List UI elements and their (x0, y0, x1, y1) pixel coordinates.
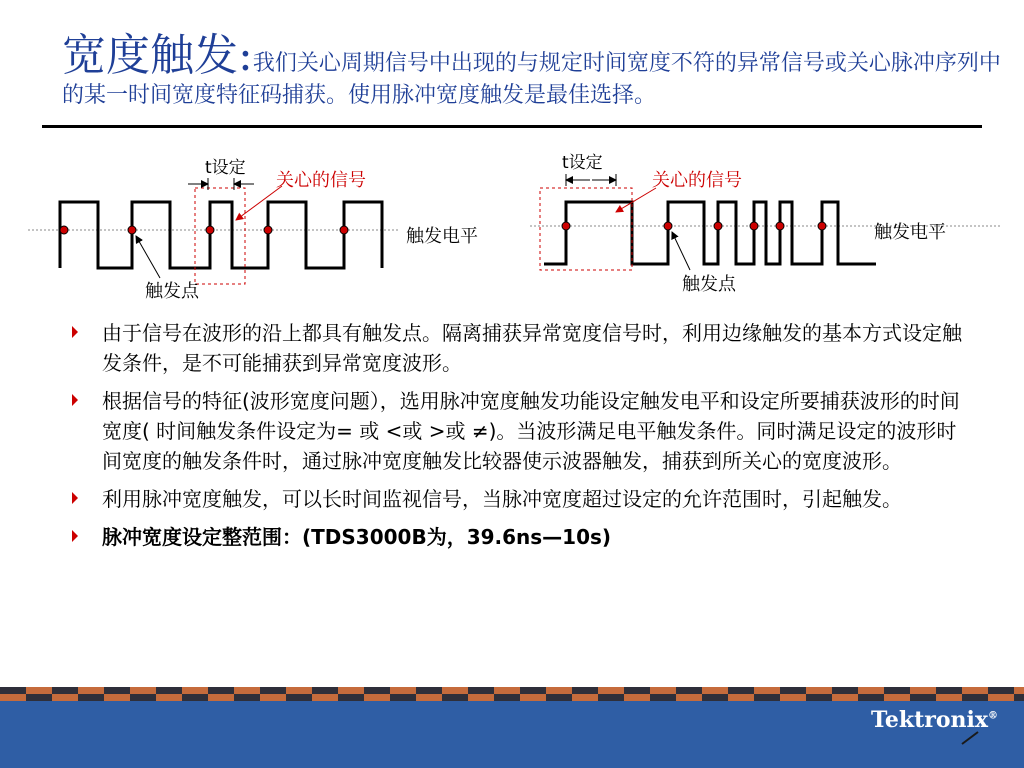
logo-slash-icon (960, 730, 986, 746)
logo-registered-mark: ® (988, 710, 998, 722)
bullet-item (72, 318, 972, 378)
title-main: 宽度触发: (62, 30, 253, 81)
left-trigger-pointer (136, 236, 160, 278)
bullet-text: 利用脉冲宽度触发，可以长时间监视信号，当脉冲宽度超过设定的允许范围时，引起触发。 (102, 487, 902, 511)
right-waveform-group (530, 153, 1000, 295)
bullet-item (72, 386, 972, 476)
right-highlight-box (540, 188, 632, 270)
right-waveform (544, 202, 876, 264)
right-t-setting-label: t设定 (562, 153, 603, 173)
bullet-arrow-icon (72, 492, 78, 504)
bullet-list (72, 318, 972, 560)
left-waveform-group (28, 158, 478, 302)
bullet-text: 由于信号在波形的沿上都具有触发点。隔离捕获异常宽度信号时，利用边缘触发的基本方式设定触发条件，是不可能捕获到异常宽度波形。 (102, 321, 962, 375)
pulse-width-diagram (0, 140, 1024, 310)
slide-title (62, 30, 1002, 109)
right-trigger-pointer (672, 232, 690, 270)
bullet-item (72, 522, 972, 552)
left-signal-label: 关心的信号 (276, 170, 366, 191)
bullet-arrow-icon (72, 326, 78, 338)
left-trigger-level-label: 触发电平 (406, 226, 478, 247)
bullet-arrow-icon (72, 394, 78, 406)
bullet-text: 脉冲宽度设定整范围：(TDS3000B为，39.6ns—10s) (102, 525, 612, 549)
logo-text: Tektronix (871, 707, 988, 733)
bullet-item (72, 484, 972, 514)
bullet-arrow-icon (72, 530, 78, 542)
footer-checker-stripe (0, 687, 1024, 701)
title-divider (42, 125, 982, 128)
right-signal-label: 关心的信号 (652, 170, 742, 191)
bullet-text: 根据信号的特征(波形宽度问题），选用脉冲宽度触发功能设定触发电平和设定所要捕获波形的时间宽度( 时间触发条件设定为= 或 <或 >或 ≠)。当波形满足电平触发条件。同时满足设定的波形时间宽度的触发条件时，通过脉冲宽度触发比较器使示波器触发，捕获到所关心的宽度波形。 (102, 389, 960, 473)
right-signal-pointer (616, 188, 656, 212)
right-trigger-point-label: 触发点 (682, 274, 736, 295)
title-subtitle: 我们关心周期信号中出现的与规定时间宽度不符的异常信号或关心脉冲序列中的某一时间宽度特征码捕获。使用脉冲宽度触发是最佳选择。 (62, 51, 1001, 108)
right-trigger-level-label: 触发电平 (874, 222, 946, 243)
left-trigger-point-label: 触发点 (145, 281, 199, 302)
left-waveform (60, 202, 382, 268)
left-t-setting-label: t设定 (205, 158, 246, 178)
